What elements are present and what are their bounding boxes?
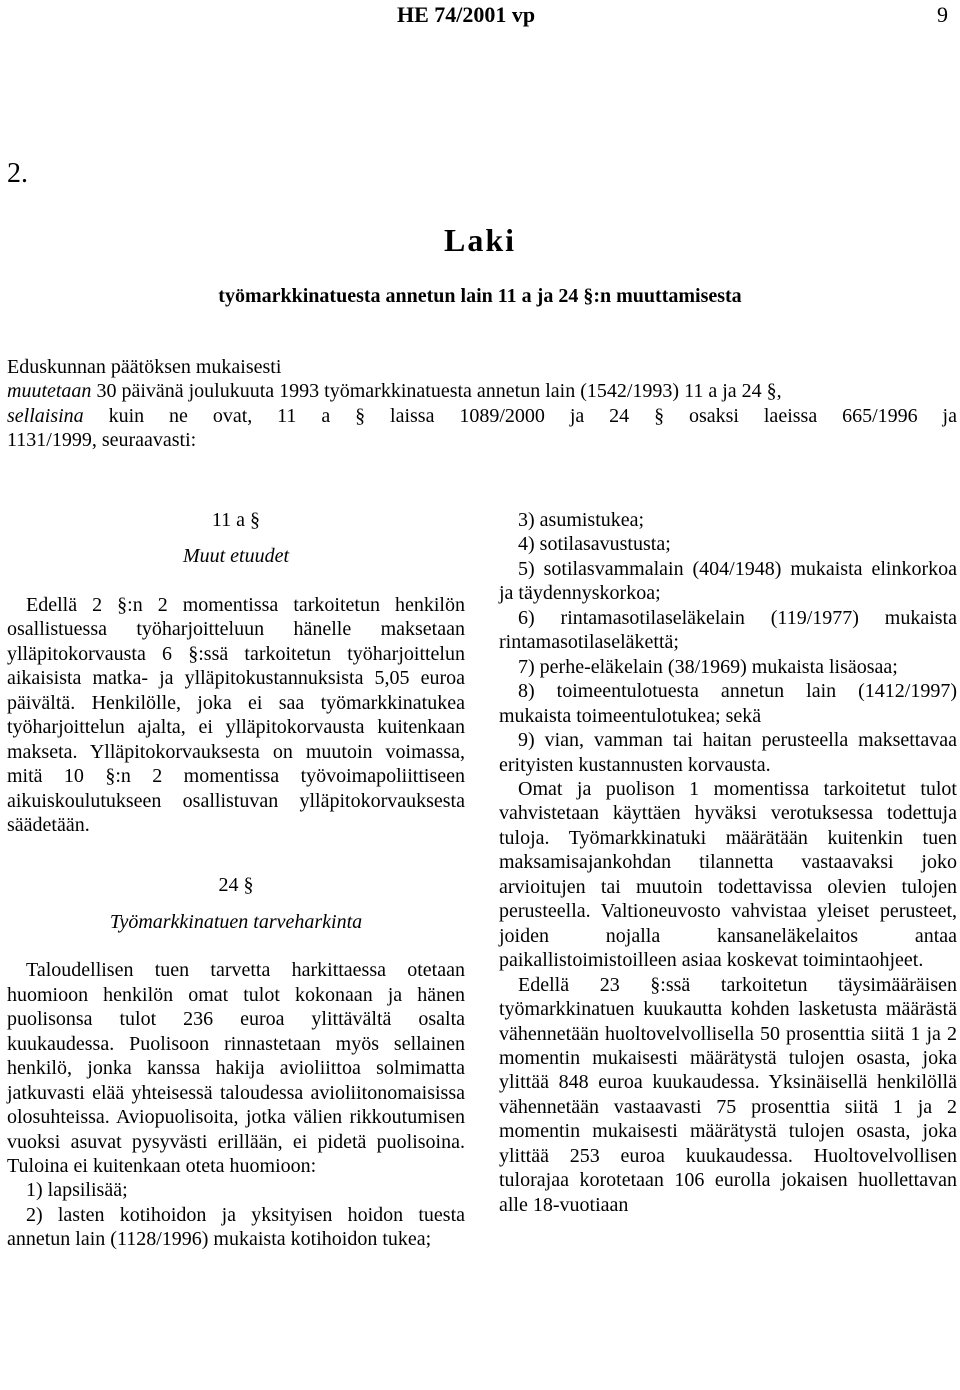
intro-emphasis-sellaisina: sellaisina: [7, 404, 84, 427]
list-item-8: 8) toimeentulotuesta annetun lain (1412/1997) mukaista toimeentulotukea; sekä: [499, 680, 957, 727]
section-11a-number: 11 a §: [211, 509, 261, 531]
law-title: Laki: [443, 222, 517, 258]
intro-line-2: [7, 379, 957, 403]
paragraph-vahennys: Edellä 23 §:ssä tarkoitetun täysimääräisen työmarkkinatuen kuukautta kohden lasketusta määrästä vähennetään huoltovelvollisella 50 prosenttia siitä 1 ja 2 momentin mukaisesti määrätystä tulojen osasta, joka ylittää 848 euroa kuukaudessa. Yksinäisellä henkilöllä vähennetään vastaavasti 75 prosenttia siitä 1 ja 2 momentin mukaisesti määrätystä tulojen osasta, joka ylittää 253 euroa kuukaudessa. Huoltovelvollisen tulorajaa korotetaan 106 eurolla jokaisen huollettavan alle 18-vuotiaan: [499, 973, 957, 1216]
section-11a-paragraph: Edellä 2 §:n 2 momentissa tarkoitetun henkilön osallistuessa työharjoitteluun hänelle maksetaan ylläpitokorvausta 6 §:ssä tarkoitetun työharjoittelun aikaisista matka- ja ylläpitokustannuksista 5,05 euroa päivältä. Henkilölle, joka ei saa työmarkkinatukea työharjoittelun ajalta, ei ylläpitokorvausta kuitenkaan makseta. Ylläpitokorvauksesta on muutoin voimassa, mitä 10 §:n 2 momentissa työvoimapoliittiseen aikuiskoulutukseen osallistuvan ylläpitokorvauksesta säädetään.: [7, 593, 465, 836]
list-item-6: 6) rintamasotilaseläkelain (119/1977) mukaista rintamasotilaseläkettä;: [499, 606, 957, 654]
section-number: 2.: [7, 158, 28, 189]
enacting-clause: [7, 355, 957, 452]
list-item-5: 5) sotilasvammalain (404/1948) mukaista elinkorkoa ja täydennyskorkoa;: [499, 557, 957, 605]
intro-line-1: Eduskunnan päätöksen mukaisesti: [7, 356, 282, 378]
intro-line-3-text: kuin ne ovat, 11 a § laissa 1089/2000 ja 24 § osaksi laeissa 665/1996 ja: [83, 404, 957, 427]
paragraph-omat-tulot: Omat ja puolison 1 momentissa tarkoitetut tulot vahvistetaan käyttäen hyväksi verotuksessa todettuja tuloja. Työmarkkinatuki määrätään kuitenkin tuen maksamisajankohdan tilannetta vastaavaksi joko arvioitujen tai muutoin todettavissa olevien tulojen perusteella. Valtioneuvosto vahvistaa yleiset perusteet, joiden nojalla kansaneläkelaitos antaa paikallistoimistoilleen asiaa koskevat toimintaohjeet.: [499, 777, 957, 972]
intro-line-2-text: 30 päivänä joulukuuta 1993 työmarkkinatuesta annetun lain (1542/1993) 11 a ja 24 §,: [91, 380, 782, 403]
running-header-title: HE 74/2001 vp: [397, 2, 536, 27]
intro-emphasis-muutetaan: muutetaan: [7, 380, 92, 403]
section-11a-heading: Muut etuudet: [182, 545, 290, 568]
right-column: [499, 508, 957, 1217]
list-item-3: 3) asumistukea;: [518, 509, 645, 531]
list-item-7: 7) perhe-eläkelain (38/1969) mukaista lisäosaa;: [518, 655, 898, 678]
page-number: 9: [937, 2, 948, 27]
list-item-2: 2) lasten kotihoidon ja yksityisen hoidon tuesta annetun lain (1128/1996) mukaista kotihoidon tukea;: [7, 1203, 465, 1251]
list-item-4: 4) sotilasavustusta;: [518, 533, 671, 556]
intro-line-4: 1131/1999, seuraavasti:: [7, 428, 197, 451]
section-24-number: 24 §: [218, 874, 254, 897]
section-24-paragraph: Taloudellisen tuen tarvetta harkittaessa otetaan huomioon henkilön omat tulot kokonaan ja hänen puolisonsa tulot 236 euroa ylittävältä osalta kuukaudessa. Puolisoon rinnastetaan myös sellainen henkilö, jonka kanssa hakija avioliittoa solmimatta jatkuvasti elää yhteisessä taloudessa avioliitonomaisissa olosuhteissa. Aviopuolisoita, jotka välien rikkoutumisen vuoksi asuvat pysyvästi erillään, ei pidetä puolisoina. Tuloina ei kuitenkaan oteta huomioon:: [7, 959, 465, 1177]
intro-line-3: [7, 404, 957, 428]
law-subtitle: työmarkkinatuesta annetun lain 11 a ja 24 §:n muuttamisesta: [218, 285, 742, 307]
left-column: [7, 508, 465, 1252]
list-item-1: 1) lapsilisää;: [26, 1179, 128, 1202]
list-item-9: 9) vian, vamman tai haitan perusteella maksettavaa erityisten kustannusten korvausta.: [499, 729, 957, 776]
section-24-heading: Työmarkkinatuen tarveharkinta: [109, 910, 363, 933]
